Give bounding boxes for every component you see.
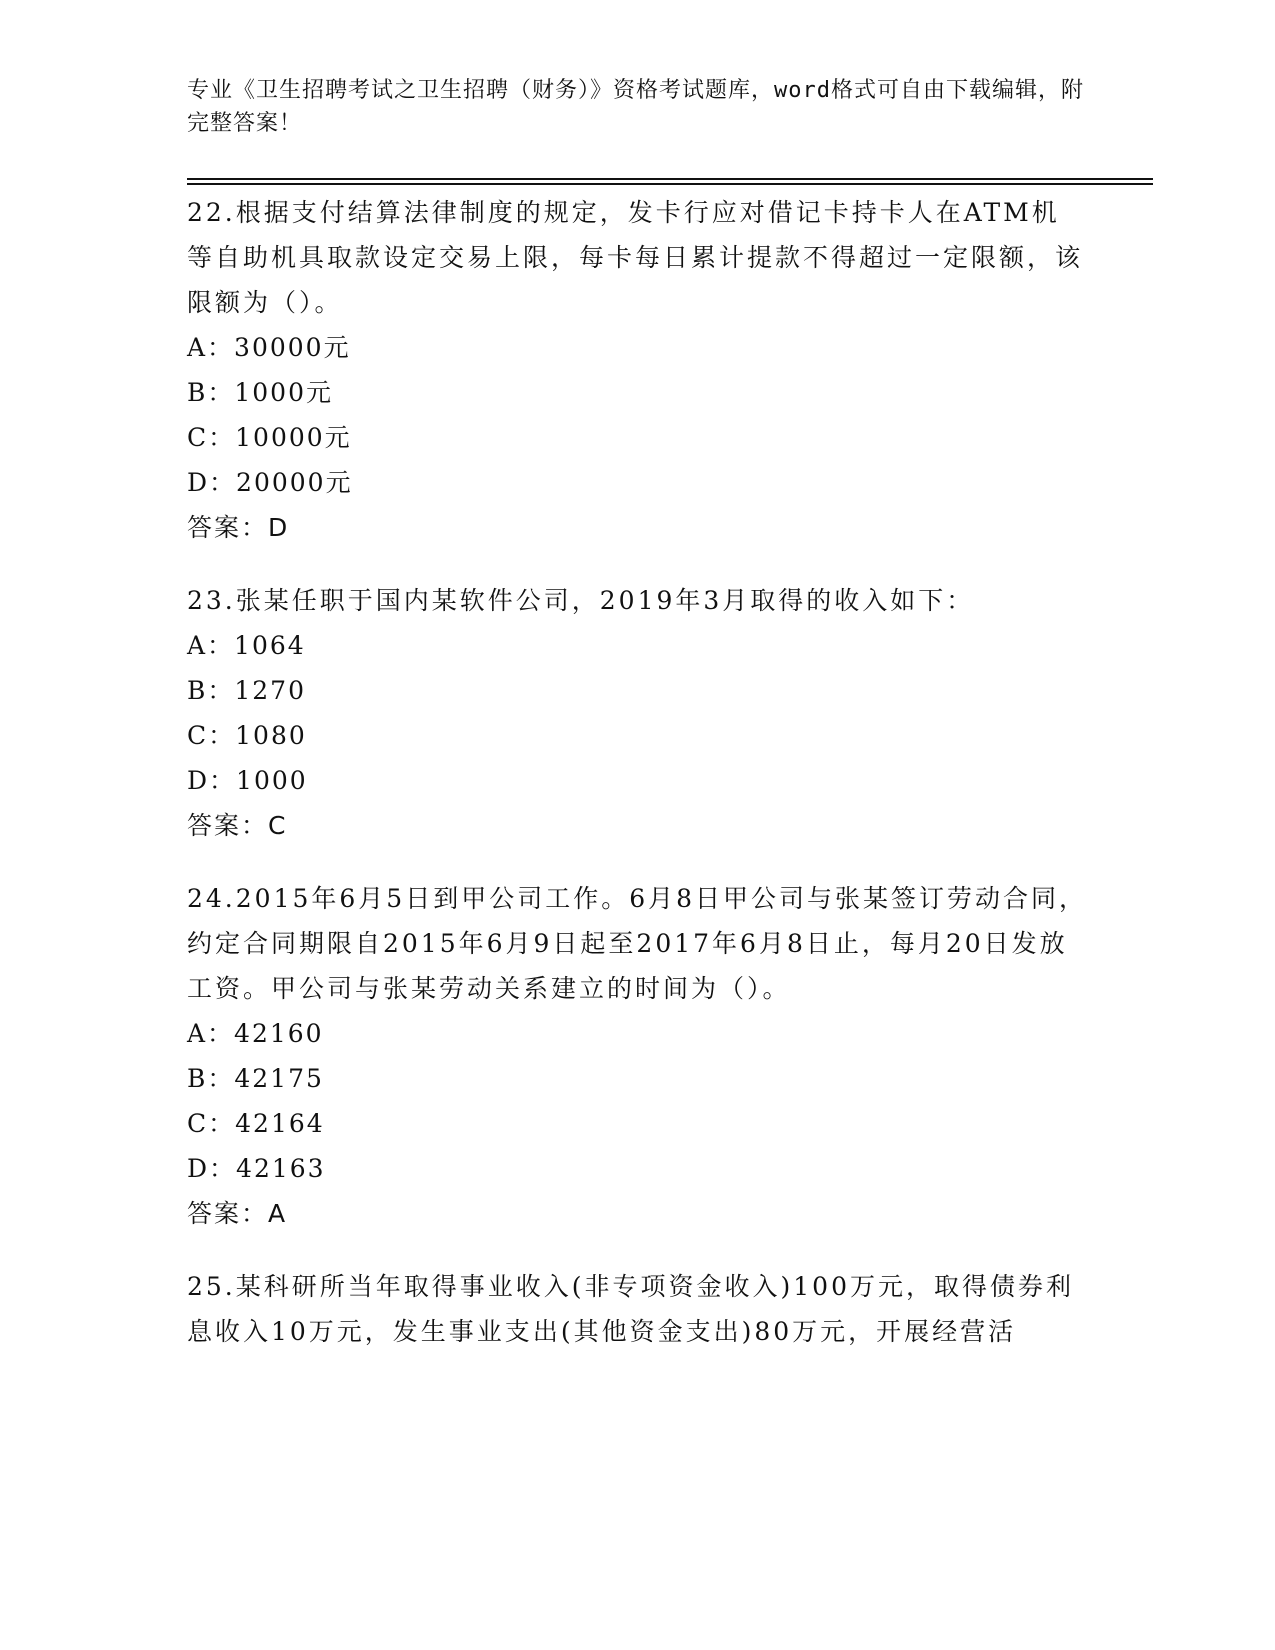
question-25	[187, 1264, 1087, 1354]
answer-line: 答案：A	[187, 1199, 288, 1228]
question-23	[187, 578, 1087, 848]
option-b: B：42175	[187, 1064, 324, 1093]
header-divider-top	[187, 178, 1153, 180]
answer-line: 答案：C	[187, 811, 288, 840]
option-a: A：42160	[187, 1019, 324, 1048]
option-d: D：1000	[187, 766, 308, 795]
option-b: B：1270	[187, 676, 306, 705]
option-c: C：10000元	[187, 423, 352, 452]
question-stem: 22.根据支付结算法律制度的规定，发卡行应对借记卡持卡人在ATM机等自助机具取款设定交易上限，每卡每日累计提款不得超过一定限额，该限额为（）。	[187, 198, 1084, 317]
question-22	[187, 190, 1087, 550]
question-stem: 23.张某任职于国内某软件公司，2019年3月取得的收入如下：	[187, 586, 975, 615]
question-24	[187, 876, 1087, 1236]
option-d: D：20000元	[187, 468, 353, 497]
question-list	[187, 190, 1087, 1382]
option-b: B：1000元	[187, 378, 333, 407]
option-c: C：1080	[187, 721, 307, 750]
option-a: A：30000元	[187, 333, 351, 362]
option-c: C：42164	[187, 1109, 325, 1138]
question-stem: 25.某科研所当年取得事业收入(非专项资金收入)100万元，取得债券利息收入10万元，发生事业支出(其他资金支出)80万元，开展经营活	[187, 1272, 1074, 1346]
option-d: D：42163	[187, 1154, 326, 1183]
question-stem: 24.2015年6月5日到甲公司工作。6月8日甲公司与张某签订劳动合同，约定合同期限自2015年6月9日起至2017年6月8日止，每月20日发放工资。甲公司与张某劳动关系建立的时间为（）。	[187, 884, 1088, 1003]
answer-line: 答案：D	[187, 513, 290, 542]
document-header: 专业《卫生招聘考试之卫生招聘（财务）》资格考试题库，word格式可自由下载编辑，附完整答案！	[187, 78, 1084, 136]
option-a: A：1064	[187, 631, 306, 660]
header-divider-bottom	[187, 183, 1153, 185]
